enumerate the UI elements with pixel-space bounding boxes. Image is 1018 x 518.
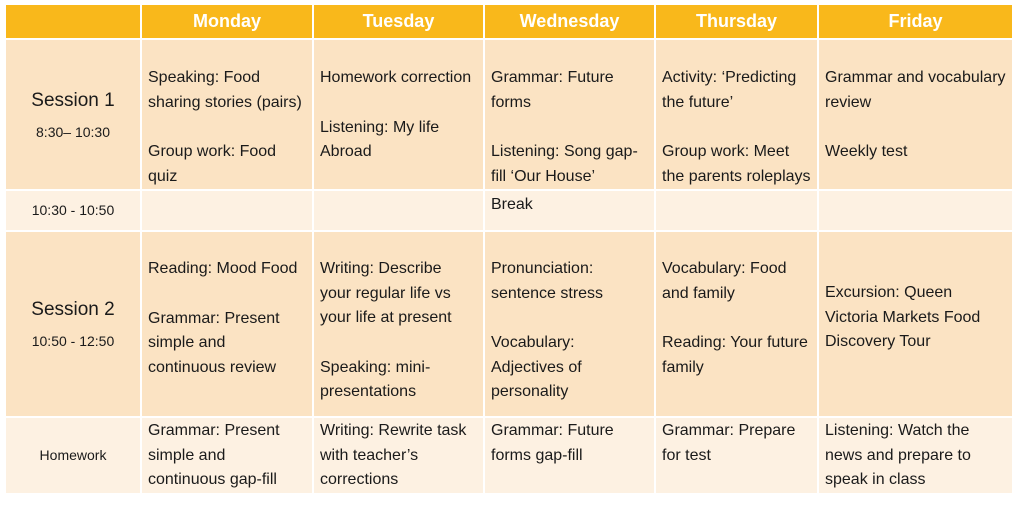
session1-tuesday-item1: Homework correction (320, 69, 472, 86)
header-wednesday: Wednesday (484, 4, 655, 39)
session1-friday-item1: Grammar and vocabulary review (825, 69, 1006, 111)
session1-friday (818, 39, 1013, 190)
session2-wednesday (484, 231, 655, 417)
session1-friday-item2: Weekly test (825, 143, 908, 160)
homework-wednesday-text: Grammar: Future forms gap-fill (491, 422, 614, 464)
session1-monday-item2: Group work: Food quiz (148, 143, 277, 185)
break-time: 10:30 - 10:50 (31, 201, 115, 218)
session2-thursday-item1: Vocabulary: Food and family (662, 260, 787, 302)
header-friday: Friday (818, 4, 1013, 39)
session2-friday-item1: Excursion: Queen Victoria Markets Food Discovery Tour (825, 284, 981, 350)
homework-label (5, 417, 141, 494)
break-monday (141, 190, 313, 231)
homework-thursday-text: Grammar: Prepare for test (662, 422, 796, 464)
session2-row (5, 231, 1013, 417)
break-label (5, 190, 141, 231)
homework-monday (141, 417, 313, 494)
session2-label (5, 231, 141, 417)
session1-thursday-item2: Group work: Meet the parents roleplays (662, 143, 811, 185)
session1-wednesday-item1: Grammar: Future forms (491, 69, 614, 111)
break-row (5, 190, 1013, 231)
session2-tuesday-item2: Speaking: mini-presentations (320, 358, 431, 400)
session1-title: Session 1 (31, 89, 115, 111)
session2-tuesday (313, 231, 484, 417)
session2-monday (141, 231, 313, 417)
session1-tuesday (313, 39, 484, 190)
homework-thursday (655, 417, 818, 494)
session1-monday (141, 39, 313, 190)
homework-tuesday (313, 417, 484, 494)
header-tuesday: Tuesday (313, 4, 484, 39)
header-thursday: Thursday (655, 4, 818, 39)
break-tuesday (313, 190, 484, 231)
session2-wednesday-item2: Vocabulary: Adjectives of personality (491, 334, 582, 400)
homework-monday-text: Grammar: Present simple and continuous gap-fill (148, 422, 280, 488)
session1-wednesday-item2: Listening: Song gap-fill ‘Our House’ (491, 143, 638, 185)
break-thursday (655, 190, 818, 231)
homework-friday-text: Listening: Watch the news and prepare to speak in class (825, 422, 971, 488)
session2-tuesday-item1: Writing: Describe your regular life vs your life at present (320, 260, 452, 326)
session1-monday-item1: Speaking: Food sharing stories (pairs) (148, 69, 302, 111)
session1-thursday (655, 39, 818, 190)
session1-wednesday (484, 39, 655, 190)
break-friday (818, 190, 1013, 231)
header-monday: Monday (141, 4, 313, 39)
header-corner (5, 4, 141, 39)
homework-friday (818, 417, 1013, 494)
session2-thursday (655, 231, 818, 417)
homework-title: Homework (39, 446, 107, 463)
session2-thursday-item2: Reading: Your future family (662, 334, 808, 376)
session2-title: Session 2 (31, 299, 115, 320)
session1-row (5, 39, 1013, 190)
session2-monday-item2: Grammar: Present simple and continuous review (148, 309, 280, 376)
homework-wednesday (484, 417, 655, 494)
break-text: Break (491, 196, 533, 213)
session2-monday-item1: Reading: Mood Food (148, 260, 298, 277)
session1-label (5, 39, 141, 190)
homework-row (5, 417, 1013, 494)
session2-time: 10:50 - 12:50 (31, 333, 115, 349)
header-row (5, 4, 1013, 39)
timetable (4, 3, 1014, 495)
session1-tuesday-item2: Listening: My life Abroad (320, 118, 440, 160)
session2-wednesday-item1: Pronunciation: sentence stress (491, 260, 604, 302)
session2-friday (818, 231, 1013, 417)
homework-tuesday-text: Writing: Rewrite task with teacher’s corrections (320, 422, 467, 488)
session1-thursday-item1: Activity: ‘Predicting the future’ (662, 69, 797, 111)
break-wednesday (484, 190, 655, 231)
session1-time: 8:30– 10:30 (36, 123, 110, 140)
